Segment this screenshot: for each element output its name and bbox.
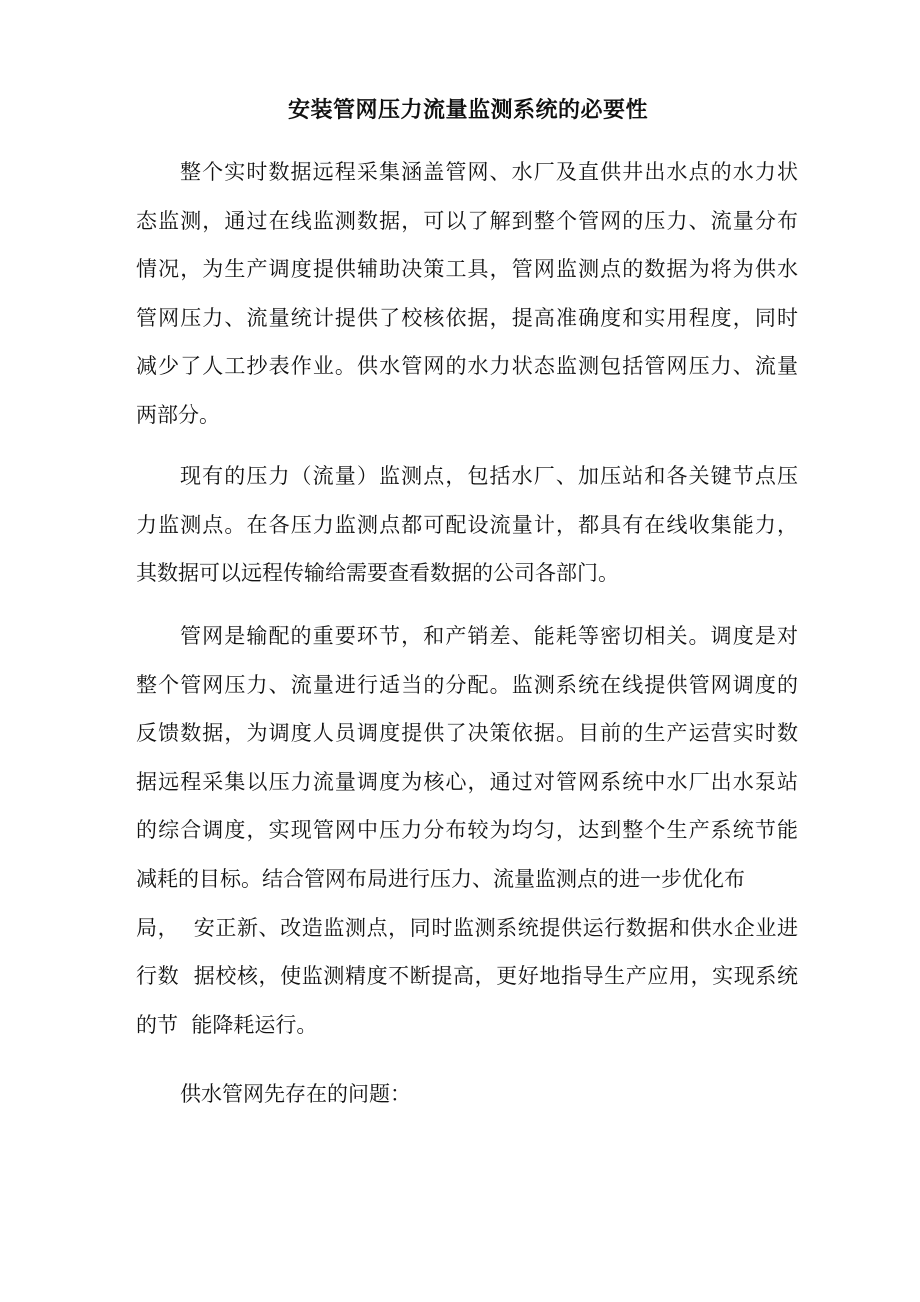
paragraph-line: 的节 能降耗运行。 (136, 1012, 318, 1037)
paragraph-line: 供水管网先存在的问题： (180, 1082, 411, 1106)
paragraph-line: 态监测，通过在线监测数据，可以了解到整个管网的压力、流量分布 (136, 208, 798, 233)
paragraph-1 (136, 148, 798, 440)
paragraph-line: 管网压力、流量统计提供了校核依据，提高准确度和实用程度，同时 (136, 305, 798, 330)
paragraph-line: 减耗的目标。结合管网布局进行压力、流量监测点的进一步优化布 (136, 866, 745, 891)
paragraph-line: 行数 据校核，使监测精度不断提高，更好地指导生产应用，实现系统 (136, 964, 798, 989)
paragraph-3 (136, 612, 798, 1049)
paragraph-line: 据远程采集以压力流量调度为核心，通过对管网系统中水厂出水泵站 (136, 769, 798, 794)
paragraph-line: 情况，为生产调度提供辅助决策工具，管网监测点的数据为将为供水 (136, 257, 798, 282)
paragraph-line: 减少了人工抄表作业。供水管网的水力状态监测包括管网压力、流量 (136, 354, 798, 379)
paragraph-line: 反馈数据，为调度人员调度提供了决策依据。目前的生产运营实时数 (136, 721, 798, 746)
paragraph-line: 其数据可以远程传输给需要查看数据的公司各部门。 (136, 561, 619, 586)
paragraph-line: 力监测点。在各压力监测点都可配设流量计，都具有在线收集能力， (136, 512, 798, 537)
paragraph-line: 局， 安正新、改造监测点，同时监测系统提供运行数据和供水企业进 (136, 915, 798, 940)
paragraph-line: 管网是输配的重要环节，和产销差、能耗等密切相关。调度是对 (180, 624, 798, 648)
paragraph-line: 的综合调度，实现管网中压力分布较为均匀，达到整个生产系统节能 (136, 818, 798, 843)
paragraph-line: 整个管网压力、流量进行适当的分配。监测系统在线提供管网调度的 (136, 672, 798, 697)
paragraph-line: 整个实时数据远程采集涵盖管网、水厂及直供井出水点的水力状 (180, 160, 798, 184)
document-title: 安装管网压力流量监测系统的必要性 (287, 97, 648, 123)
paragraph-line: 现有的压力（流量）监测点，包括水厂、加压站和各关键节点压 (180, 464, 798, 488)
paragraph-4 (136, 1070, 798, 1119)
paragraph-2 (136, 452, 798, 598)
paragraph-line: 两部分。 (136, 402, 220, 427)
